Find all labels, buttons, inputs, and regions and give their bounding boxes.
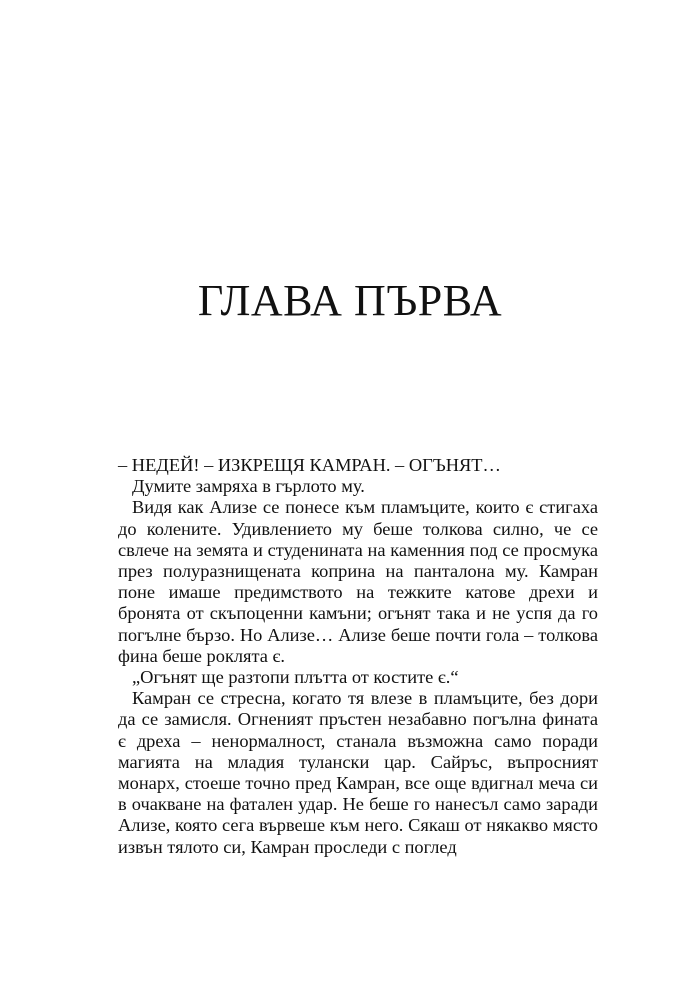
paragraph: Думите замряха в гърлото му.	[132, 476, 365, 497]
paragraph-opening-line: – НЕДЕЙ! – ИЗКРЕЩЯ КАМРАН. – ОГЪНЯТ…	[118, 455, 501, 475]
paragraph: Видя как Ализе се понесе към пламъците, които є стигаха до колените. Удивлението му беше толкова силно, че се свлече на земята и студенината на каменния под се просмука през полуразнищената коприна на панталона му. Камран поне имаше предимството на тежките катове дрехи и бронята от скъпоценни камъни; огънят така и не успя да го погълне бързо. Но Ализе… Ализе беше почти гола – толкова фина беше роклята є.	[118, 497, 598, 666]
chapter-title: ГЛАВА ПЪРВА	[197, 276, 503, 325]
chapter-body	[118, 455, 598, 858]
paragraph-quote: „Огънят ще разтопи плътта от костите є.“	[132, 667, 459, 688]
paragraph: Камран се стресна, когато тя влезе в пламъците, без дори да се замисля. Огненият пръстен незабавно погълна фината є дреха – ненормалност, станала възможна само поради магията на младия тулански цар. Сайръс, въпросният монарх, стоеше точно пред Камран, все още вдигнал меча си в очакване на фатален удар. Не беше го нанесъл само заради Ализе, която сега вървеше към него. Сякаш от някакво място извън тялото си, Камран проследи с поглед	[118, 688, 598, 857]
